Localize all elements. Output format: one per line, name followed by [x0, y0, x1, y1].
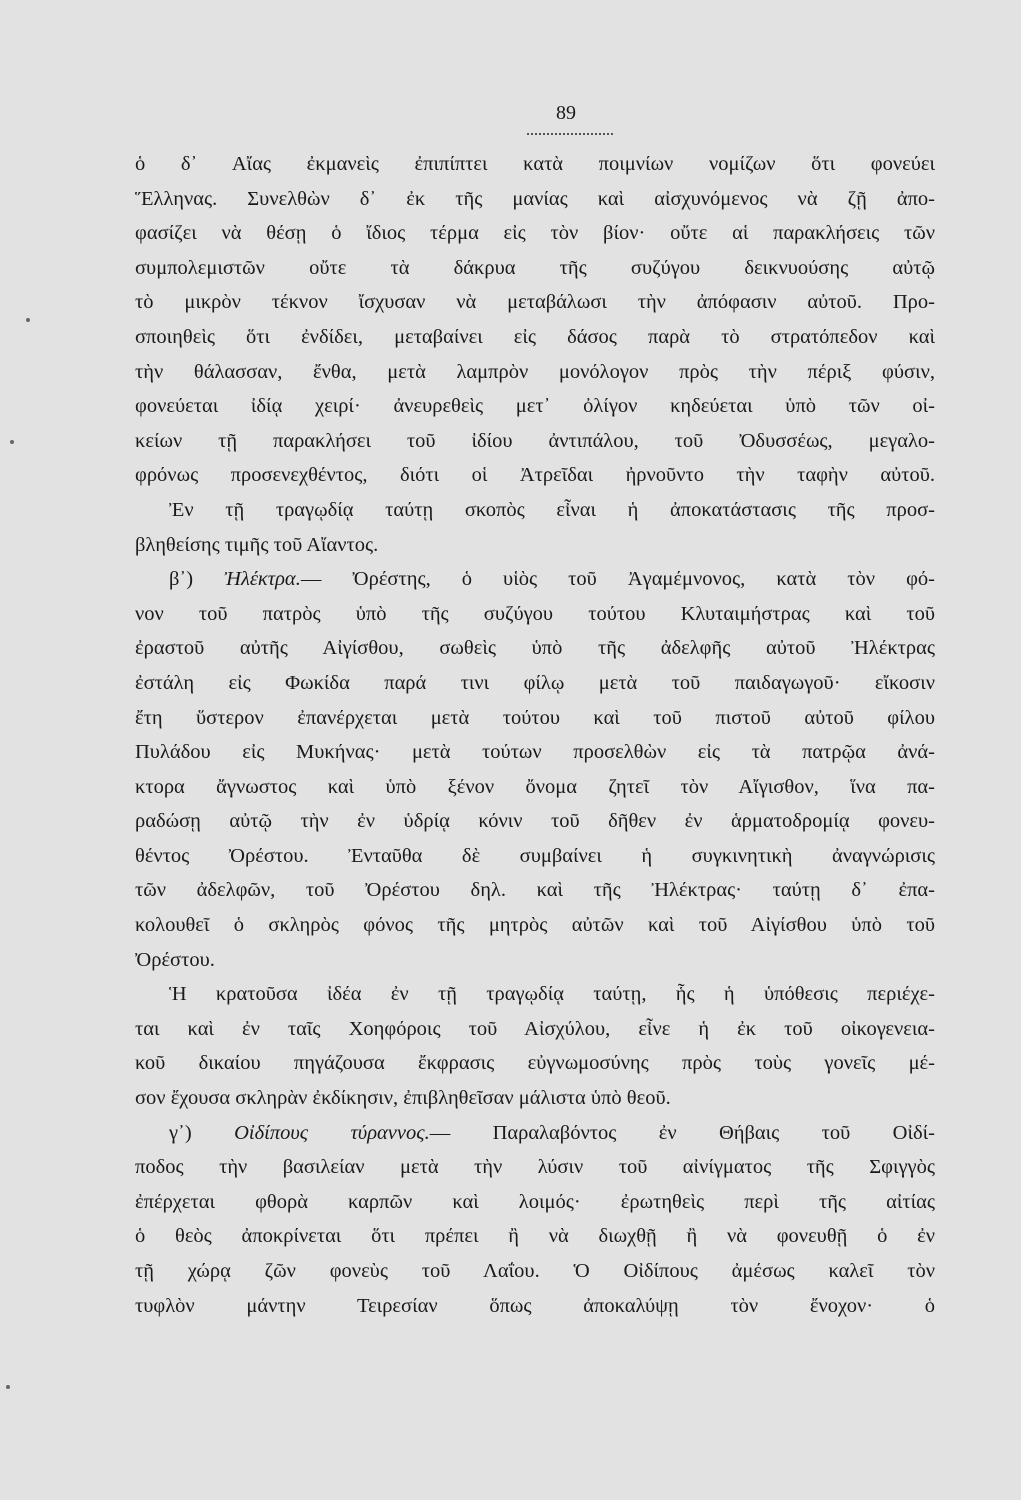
section-heading-line [135, 562, 935, 597]
text-line: ἐπέρχεται φθορὰ καρπῶν καὶ λοιμός· ἐρωτηθεὶς περὶ τῆς αἰτίας [135, 1190, 935, 1213]
text-line-content: — Παραλαβόντος ἐν Θήβαις τοῦ Οἰδί- [429, 1121, 936, 1144]
text-line: ἐστάλη εἰς Φωκίδα παρά τινι φίλῳ μετὰ τοῦ παιδαγωγοῦ· εἴκοσιν [135, 671, 935, 694]
text-line: Ἐν τῇ τραγῳδίᾳ ταύτῃ σκοπὸς εἶναι ἡ ἀποκατάστασις τῆς προσ- [169, 498, 935, 521]
text-line: ὁ δ᾽ Αἴας ἐκμανεὶς ἐπιπίπτει κατὰ ποιμνίων νομίζων ὅτι φονεύει [135, 153, 935, 175]
section-heading-line [135, 1116, 935, 1151]
page-number: 89 [556, 102, 576, 124]
section-marker: β᾽) [169, 568, 194, 591]
text-line: σον ἔχουσα σκληρὰν ἐκδίκησιν, ἐπιβληθεῖσαν μάλιστα ὑπὸ θεοῦ. [135, 1087, 671, 1110]
text-line: τῇ χώρᾳ ζῶν φονεὺς τοῦ Λαΐου. Ὁ Οἰδίπους ἀμέσως καλεῖ τὸν [135, 1260, 935, 1282]
body-text [135, 147, 935, 1323]
text-line: κείων τῇ παρακλήσει τοῦ ἰδίου ἀντιπάλου, τοῦ Ὀδυσσέως, μεγαλο- [135, 429, 935, 452]
page-number-rule [527, 133, 613, 135]
scan-speck [6, 1385, 10, 1389]
text-line: Ὀρέστου. [135, 948, 215, 971]
text-line: θέντος Ὀρέστου. Ἐνταῦθα δὲ συμβαίνει ἡ συγκινητικὴ ἀναγνώρισις [135, 844, 935, 867]
text-line: σποιηθεὶς ὅτι ἐνδίδει, μεταβαίνει εἰς δάσος παρὰ τὸ στρατόπεδον καὶ [135, 325, 935, 348]
text-line: τυφλὸν μάντην Τειρεσίαν ὅπως ἀποκαλύψῃ τὸν ἔνοχον· ὁ [135, 1294, 935, 1317]
text-line: φονεύεται ἰδίᾳ χειρί· ἀνευρεθεὶς μετ᾽ ὀλίγον κηδεύεται ὑπὸ τῶν οἰ- [135, 395, 935, 418]
text-line: ἐραστοῦ αὐτῆς Αἰγίσθου, σωθεὶς ὑπὸ τῆς ἀδελφῆς αὐτοῦ Ἠλέκτρας [135, 637, 935, 660]
scan-speck [10, 440, 14, 444]
text-line: συμπολεμιστῶν οὔτε τὰ δάκρυα τῆς συζύγου δεικνυούσης αὐτῷ [135, 256, 935, 279]
scan-speck [26, 318, 30, 322]
play-title: Οἰδίπους τύραννος. [234, 1121, 430, 1144]
text-line: ὁ θεὸς ἀποκρίνεται ὅτι πρέπει ἢ νὰ διωχθῇ ἢ νὰ φονευθῇ ὁ ἐν [135, 1225, 935, 1248]
text-line: φρόνως προσενεχθέντος, διότι οἱ Ἀτρεῖδαι ἠρνοῦντο τὴν ταφὴν αὐτοῦ. [135, 464, 935, 487]
text-line: Ἕλληνας. Συνελθὼν δ᾽ ἐκ τῆς μανίας καὶ αἰσχυνόμενος νὰ ζῇ ἀπο- [135, 187, 935, 210]
text-line: κολουθεῖ ὁ σκληρὸς φόνος τῆς μητρὸς αὐτῶν καὶ τοῦ Αἰγίσθου ὑπὸ τοῦ [135, 914, 935, 937]
section-marker: γ᾽) [169, 1121, 192, 1144]
text-line: ἔτη ὕστερον ἐπανέρχεται μετὰ τούτου καὶ τοῦ πιστοῦ αὐτοῦ φίλου [135, 706, 935, 729]
text-line: Πυλάδου εἰς Μυκήνας· μετὰ τούτων προσελθὼν εἰς τὰ πατρῷα ἀνά- [135, 741, 935, 764]
text-line: τὴν θάλασσαν, ἔνθα, μετὰ λαμπρὸν μονόλογον πρὸς τὴν πέριξ φύσιν, [135, 360, 935, 383]
text-line-content: — Ὀρέστης, ὁ υἱὸς τοῦ Ἀγαμέμνονος, κατὰ τὸν φό- [300, 568, 935, 591]
text-line: κοῦ δικαίου πηγάζουσα ἔκφρασις εὐγνωμοσύνης πρὸς τοὺς γονεῖς μέ- [135, 1052, 935, 1075]
text-line: Ἡ κρατοῦσα ἰδέα ἐν τῇ τραγῳδίᾳ ταύτῃ, ἧς ἡ ὑπόθεσις περιέχε- [169, 983, 935, 1006]
text-line: τὸ μικρὸν τέκνον ἴσχυσαν νὰ μεταβάλωσι τὴν ἀπόφασιν αὐτοῦ. Προ- [135, 291, 935, 314]
text-line: ται καὶ ἐν ταῖς Χοηφόροις τοῦ Αἰσχύλου, εἶνε ἡ ἐκ τοῦ οἰκογενεια- [135, 1017, 935, 1040]
text-line: τῶν ἀδελφῶν, τοῦ Ὀρέστου δηλ. καὶ τῆς Ἠλέκτρας· ταύτῃ δ᾽ ἐπα- [135, 879, 935, 902]
text-line: βληθείσης τιμῆς τοῦ Αἴαντος. [135, 533, 379, 556]
play-title: Ἠλέκτρα. [224, 568, 301, 591]
text-line: ποδος τὴν βασιλείαν μετὰ τὴν λύσιν τοῦ αἰνίγματος τῆς Σφιγγὸς [135, 1156, 935, 1179]
text-line: κτορα ἄγνωστος καὶ ὑπὸ ξένον ὄνομα ζητεῖ τὸν Αἴγισθον, ἵνα πα- [135, 775, 935, 798]
text-line: φασίζει νὰ θέσῃ ὁ ἴδιος τέρμα εἰς τὸν βίον· οὔτε αἱ παρακλήσεις τῶν [135, 222, 935, 245]
text-line: νον τοῦ πατρὸς ὑπὸ τῆς συζύγου τούτου Κλυταιμήστρας καὶ τοῦ [135, 602, 935, 625]
text-line: ραδώσῃ αὐτῷ τὴν ἐν ὑδρίᾳ κόνιν τοῦ δῆθεν ἐν ἁρματοδρομίᾳ φονευ- [135, 810, 935, 833]
